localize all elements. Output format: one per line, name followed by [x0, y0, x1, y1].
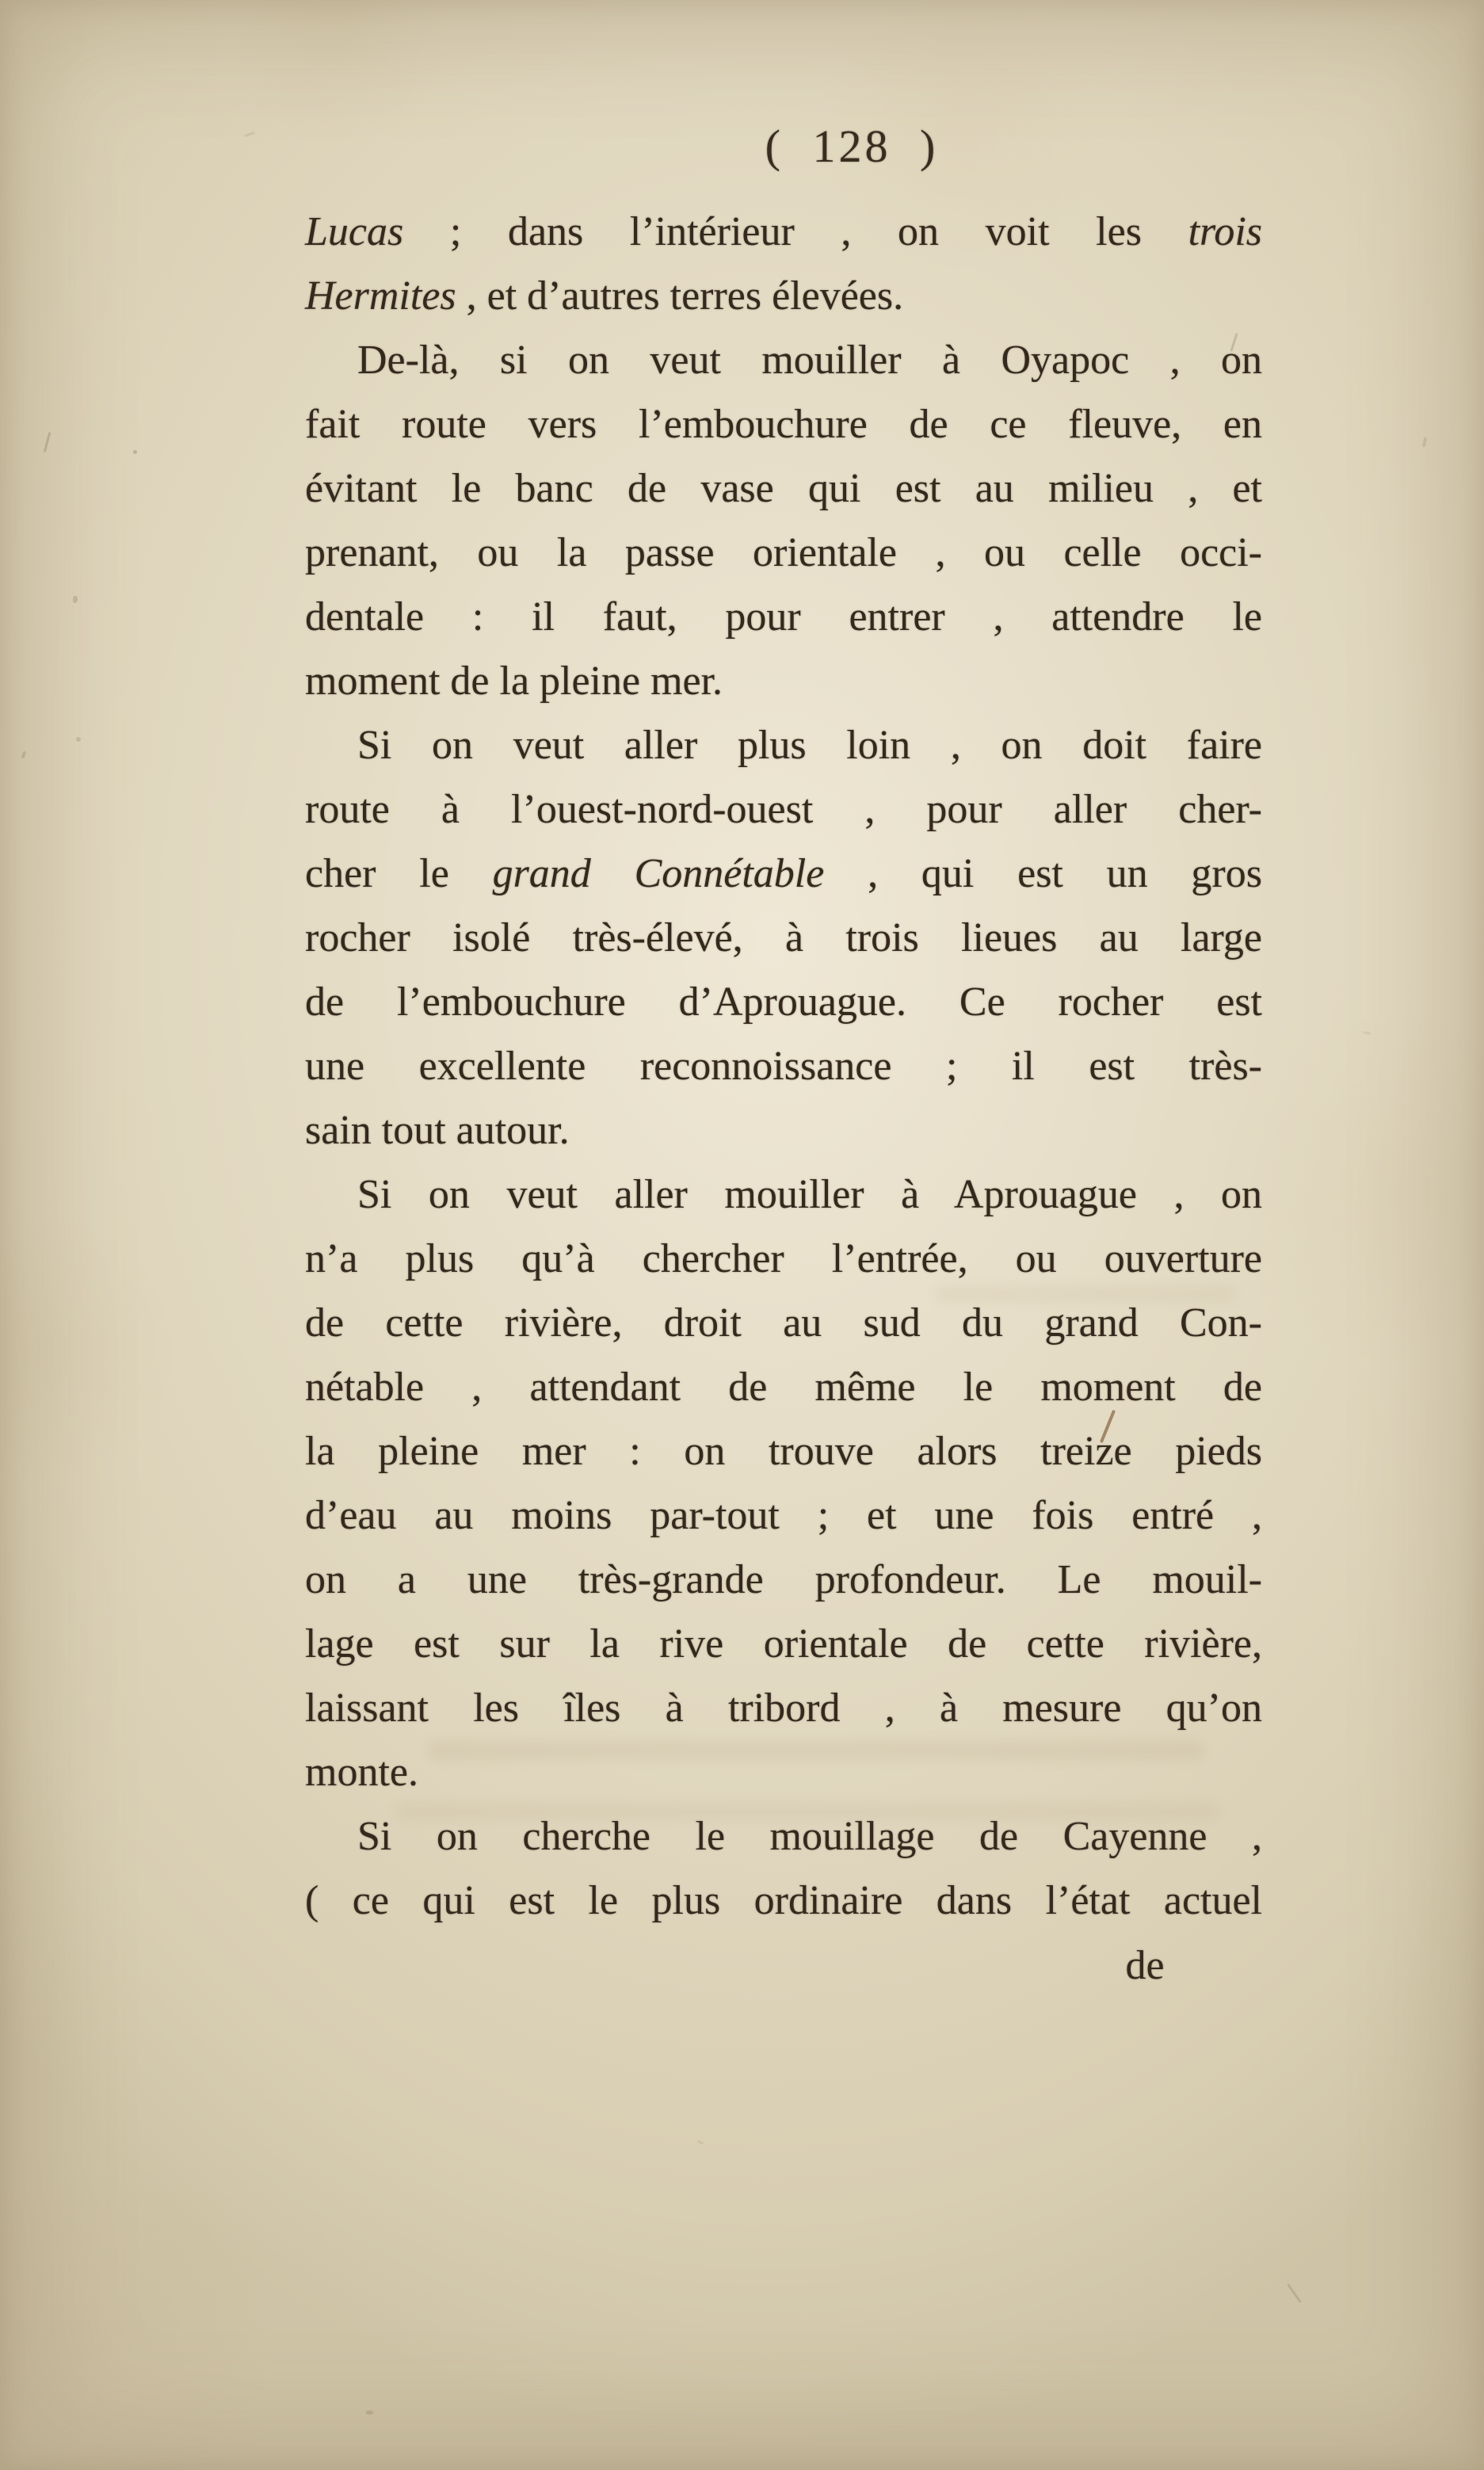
roman-text: Si on veut aller plus loin , on doit faire	[357, 723, 1262, 768]
paper-speck	[366, 2411, 373, 2415]
text-line	[305, 1355, 1262, 1419]
paper-speck	[21, 751, 27, 759]
roman-text: prenant, ou la passe orientale , ou celle occi-	[305, 530, 1262, 575]
text-line	[305, 456, 1262, 521]
roman-text: une excellente reconnoissance ; il est très-	[305, 1044, 1262, 1089]
roman-text: fait route vers l’embouchure de ce fleuve, en	[305, 402, 1262, 447]
roman-text: , qui est un gros	[824, 851, 1262, 896]
roman-text: de l’embouchure d’Aprouague. Ce rocher est	[305, 979, 1262, 1025]
roman-text: , et d’autres terres élevées.	[456, 273, 904, 319]
text-line	[305, 200, 1262, 264]
paper-speck	[76, 737, 81, 742]
roman-text: de cette rivière, droit au sud du grand Con-	[305, 1300, 1262, 1346]
bleedthrough-smudge	[396, 1802, 1220, 1821]
text-line	[305, 1869, 1262, 1933]
text-line	[305, 1548, 1262, 1612]
italic-text: Hermites	[305, 273, 456, 319]
text-line	[305, 264, 1262, 328]
bleedthrough-smudge	[428, 1740, 1204, 1761]
text-line	[305, 1483, 1262, 1548]
text-line	[305, 1612, 1262, 1676]
paper-speck	[133, 450, 137, 454]
roman-text: sain tout autour.	[305, 1108, 570, 1153]
text-line	[305, 328, 1262, 392]
roman-text: Si on veut aller mouiller à Aprouague , on	[357, 1172, 1262, 1217]
roman-text: ( ce qui est le plus ordinaire dans l’état actuel	[305, 1878, 1262, 1923]
text-line	[305, 777, 1262, 842]
roman-text: n’a plus qu’à chercher l’entrée, ou ouverture	[305, 1236, 1262, 1281]
roman-text: la pleine mer : on trouve alors treize pieds	[305, 1429, 1262, 1474]
roman-text: route à l’ouest-nord-ouest , pour aller cher-	[305, 787, 1262, 832]
roman-text: rocher isolé très-élevé, à trois lieues au large	[305, 915, 1262, 960]
text-line	[305, 842, 1262, 906]
roman-text: d’eau au moins par-tout ; et une fois entré ,	[305, 1493, 1262, 1538]
text-line	[305, 970, 1262, 1034]
roman-text: nétable , attendant de même le moment de	[305, 1365, 1262, 1410]
italic-text: trois	[1188, 209, 1262, 254]
roman-text: moment de la pleine mer.	[305, 659, 723, 704]
text-line	[305, 392, 1262, 456]
text-line	[305, 521, 1262, 585]
roman-text: De-là, si on veut mouiller à Oyapoc , on	[357, 338, 1262, 383]
text-line	[305, 1098, 1262, 1162]
bleedthrough-smudge	[935, 1285, 1236, 1303]
text-line	[305, 1419, 1262, 1483]
page-number: ( 128 )	[765, 120, 939, 172]
text-block	[305, 200, 1262, 1933]
roman-text: monte.	[305, 1750, 418, 1795]
roman-text: Si on cherche le mouillage de Cayenne ,	[357, 1814, 1262, 1859]
text-line	[305, 1676, 1262, 1740]
paper-speck	[1422, 437, 1427, 448]
paper-speck	[44, 432, 52, 452]
roman-text: évitant le banc de vase qui est au milieu , et	[305, 466, 1262, 511]
paper-speck	[1287, 2284, 1302, 2304]
roman-text: ; dans l’intérieur , on voit les	[403, 209, 1188, 254]
roman-text: cher le	[305, 851, 493, 896]
text-line	[305, 1162, 1262, 1227]
italic-text: Lucas	[305, 209, 404, 254]
roman-text: on a une très-grande profondeur. Le mouil-	[305, 1557, 1262, 1602]
roman-text: lage est sur la rive orientale de cette rivière,	[305, 1621, 1262, 1666]
paper-speck	[73, 596, 78, 603]
roman-text: laissant les îles à tribord , à mesure qu’on	[305, 1685, 1262, 1731]
text-line	[305, 713, 1262, 777]
text-line	[305, 1034, 1262, 1098]
text-line	[305, 649, 1262, 713]
text-line	[305, 906, 1262, 970]
catchword: de	[1125, 1943, 1165, 1988]
italic-text: grand Connétable	[492, 851, 825, 896]
paper-speck	[244, 132, 255, 137]
paper-speck	[697, 2140, 704, 2144]
text-line	[305, 1227, 1262, 1291]
paper-speck	[1363, 1031, 1371, 1035]
text-line	[305, 585, 1262, 649]
roman-text: dentale : il faut, pour entrer , attendre le	[305, 594, 1262, 639]
